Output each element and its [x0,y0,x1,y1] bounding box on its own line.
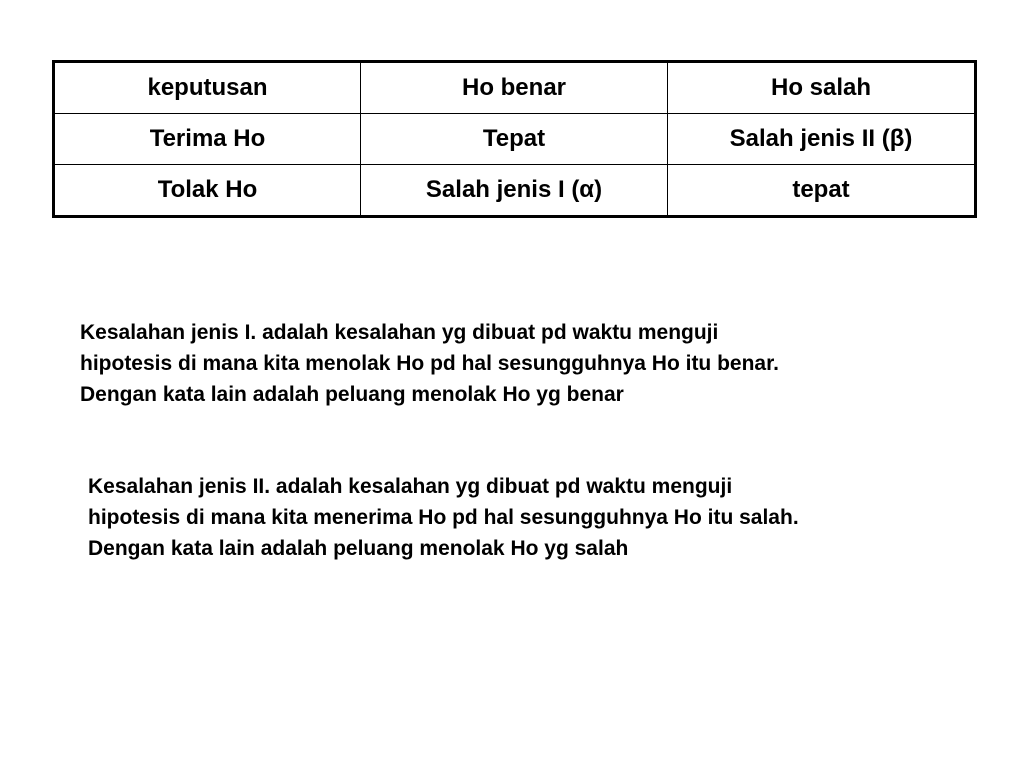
note-line: Kesalahan jenis I. adalah kesalahan yg dibuat pd waktu menguji [80,321,719,344]
table-cell: Salah jenis I (α) [361,165,668,217]
table-header-row [54,62,976,114]
table-cell: Terima Ho [54,114,361,165]
table-cell: Tepat [361,114,668,165]
table-row [54,165,976,217]
table-cell: Salah jenis II (β) [668,114,976,165]
type-2-error-note [88,471,799,564]
note-line: hipotesis di mana kita menerima Ho pd hal sesungguhnya Ho itu salah. [88,506,799,529]
table-cell: Ho salah [668,62,976,114]
type-1-error-note [80,317,779,410]
table-cell: Ho benar [361,62,668,114]
note-line: hipotesis di mana kita menolak Ho pd hal sesungguhnya Ho itu benar. [80,352,779,375]
table-cell: tepat [668,165,976,217]
decision-table [52,60,977,218]
table-cell: Tolak Ho [54,165,361,217]
table-cell: keputusan [54,62,361,114]
note-line: Dengan kata lain adalah peluang menolak Ho yg salah [88,537,629,560]
note-line: Dengan kata lain adalah peluang menolak Ho yg benar [80,383,624,406]
table-row [54,114,976,165]
note-line: Kesalahan jenis II. adalah kesalahan yg dibuat pd waktu menguji [88,475,733,498]
